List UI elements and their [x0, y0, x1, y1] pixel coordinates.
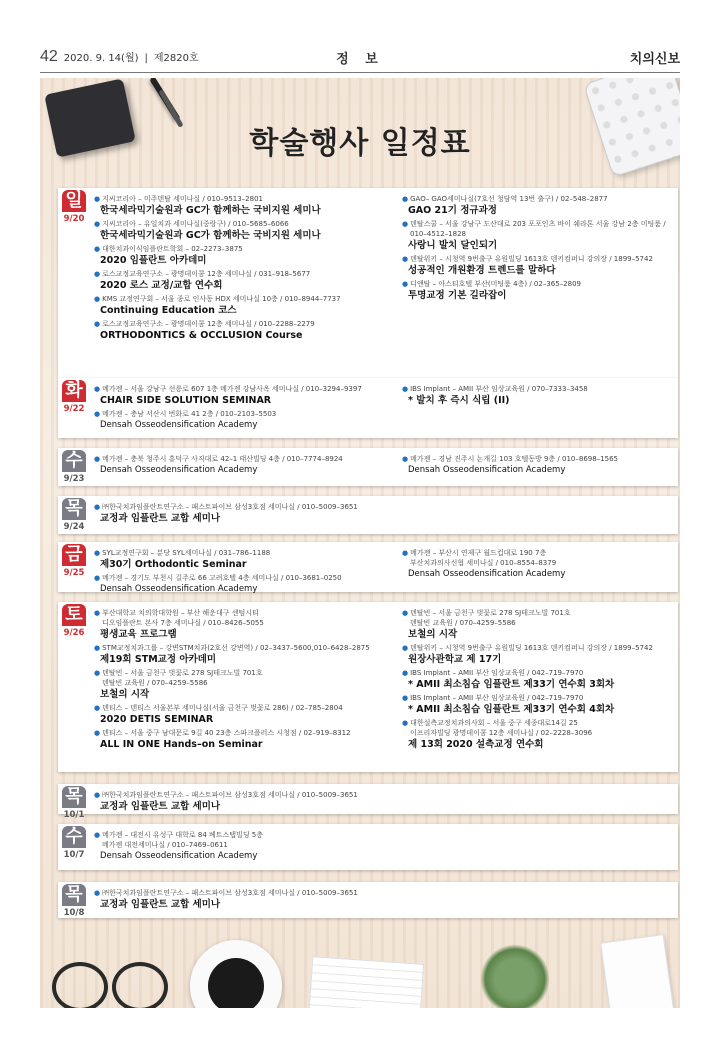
- event-title: * AMII 최소침습 임플란트 제33기 연수회 4회차: [408, 704, 615, 715]
- event-title: 교정과 임플란트 교합 세미나: [100, 801, 221, 812]
- event-item: [402, 279, 652, 302]
- event-title: Densah Osseodensification Academy: [100, 420, 258, 430]
- day-label: [58, 378, 90, 438]
- day-label: [58, 188, 90, 378]
- event-title: Densah Osseodensification Academy: [100, 465, 258, 475]
- bullet-icon: ●: [402, 385, 409, 393]
- event-item: [94, 219, 384, 242]
- bullet-icon: ●: [94, 729, 101, 737]
- bullet-icon: ●: [402, 609, 409, 617]
- event-title: * 발치 후 즉시 식립 (II): [408, 395, 510, 406]
- event-organizer-line: [402, 219, 666, 229]
- glasses-lens: [112, 962, 168, 1008]
- event-organizer: 메가젠 – 충북 청주시 흥덕구 사직대로 42–1 태산빌딩 4층 / 010–7774–8924: [102, 455, 343, 463]
- event-organizer-line: [94, 384, 384, 394]
- date: 9/22: [63, 404, 85, 414]
- event-title: 2020 DETIS SEMINAR: [100, 714, 214, 725]
- bullet-icon: ●: [94, 385, 101, 393]
- weekday: 목: [62, 786, 86, 808]
- event-column: [94, 830, 384, 865]
- date: 9/20: [63, 214, 85, 224]
- event-title: Densah Osseodensification Academy: [100, 851, 258, 861]
- bullet-icon: ●: [402, 220, 409, 228]
- event-organizer-line: [94, 502, 384, 512]
- day-label: [58, 496, 90, 534]
- event-organizer: 대한설측교정치과의사회 – 서울 중구 세종대로14길 25: [410, 719, 578, 727]
- event-title: Densah Osseodensification Academy: [408, 569, 566, 579]
- event-item: [94, 502, 384, 525]
- day-label: [58, 448, 90, 486]
- event-item: [94, 668, 384, 701]
- event-item: [94, 269, 384, 292]
- event-organizer-line: [402, 279, 652, 289]
- event-organizer-line: [402, 608, 652, 618]
- event-organizer-line: [94, 269, 384, 279]
- header-rule: [40, 72, 680, 73]
- event-column: [94, 608, 384, 753]
- event-organizer-line: [94, 668, 384, 678]
- event-organizer-line: [402, 693, 652, 703]
- bullet-icon: ●: [94, 295, 101, 303]
- weekday: 화: [62, 380, 86, 402]
- day-card: [58, 188, 678, 378]
- date: 9/23: [63, 474, 85, 484]
- event-organizer-line: [402, 558, 652, 568]
- event-organizer: 덴티스 – 덴티스 서울본부 세미나실(서울 금천구 벚꽃로 286) / 02–785–2804: [102, 704, 343, 712]
- event-organizer: 지씨코리아 – 미주덴탈 세미나실 / 010–9513–2801: [102, 195, 263, 203]
- event-item: [94, 728, 384, 751]
- event-organizer: ㈜한국치과임플란트연구소 – 패스트파이브 삼성3호점 세미나실 / 010–5009–3651: [102, 791, 358, 799]
- event-organizer-line: [94, 643, 384, 653]
- bullet-icon: ●: [94, 644, 101, 652]
- bullet-icon: ●: [94, 195, 101, 203]
- event-item: [402, 718, 652, 751]
- section-name: 정 보: [336, 51, 384, 67]
- event-column: [94, 194, 384, 344]
- event-column: [402, 548, 652, 583]
- event-organizer-line: [94, 294, 384, 304]
- event-item: [402, 219, 666, 252]
- event-organizer-line: [402, 618, 652, 628]
- event-title: 제 13회 2020 설측교정 연수회: [408, 739, 544, 750]
- event-title: 한국세라믹기술원과 GC가 함께하는 국비지원 세미나: [100, 230, 321, 241]
- event-organizer-line: [94, 194, 384, 204]
- event-item: [402, 608, 652, 641]
- bullet-icon: ●: [402, 694, 409, 702]
- event-title: Densah Osseodensification Academy: [408, 465, 566, 475]
- event-organizer: ㈜한국치과임플란트연구소 – 패스트파이브 삼성3호점 세미나실 / 010–5009–3651: [102, 503, 358, 511]
- event-organizer: 메가젠 – 충남 서산시 번화로 41 2층 / 010–2103–5503: [102, 410, 277, 418]
- bullet-icon: ●: [94, 704, 101, 712]
- event-item: [402, 693, 652, 716]
- event-organizer: 대한치과이식임플란트학회 – 02–2273–3875: [102, 245, 243, 253]
- event-organizer: 덴탈위키 – 시청역 9번출구 유원빌딩 1613호 덴키컴퍼니 강의장 / 1899–5742: [410, 644, 653, 652]
- event-organizer: 덴탈빈 – 서울 금천구 벚꽃로 278 SJ테크노빌 701호: [410, 609, 571, 617]
- event-item: [402, 668, 652, 691]
- event-organizer: 지씨코리아 – 유일치과 세미나실(중랑구) / 010–5685–6066: [102, 220, 289, 228]
- event-title: * AMII 최소침습 임플란트 제33기 연수회 3회차: [408, 679, 615, 690]
- event-title: 제30기 Orthodontic Seminar: [100, 559, 247, 570]
- event-organizer-line: [94, 319, 384, 329]
- event-title: Densah Osseodensification Academy: [100, 584, 258, 594]
- bullet-icon: ●: [94, 455, 101, 463]
- event-organizer: IBS Implant – AMII 부산 임상교육원 / 042–719–7970: [410, 694, 584, 702]
- bullet-icon: ●: [94, 503, 101, 511]
- glasses-lens: [52, 962, 108, 1008]
- event-organizer: KMS 교정연구회 – 서울 종로 인사동 HDX 세미나실 10층 / 010–8944–7737: [102, 295, 341, 303]
- event-organizer: STM교정치과그룹 – 강변STM치과(2호선 강변역) / 02–3437–5600,010–6428–2875: [102, 644, 370, 652]
- event-organizer-line: [94, 790, 384, 800]
- bullet-icon: ●: [402, 280, 409, 288]
- glasses-photo: [48, 956, 168, 1008]
- issue-number: 제2820호: [153, 53, 199, 64]
- date: 10/8: [63, 908, 85, 918]
- event-item: [94, 790, 384, 813]
- event-title: 한국세라믹기술원과 GC가 함께하는 국비지원 세미나: [100, 205, 321, 216]
- event-item: [94, 830, 384, 863]
- event-column: [94, 454, 384, 479]
- event-organizer: 로스교정교육연구소 – 광명데이콤 12층 세미나실 / 031–918–5677: [102, 270, 311, 278]
- page-number: 42: [40, 48, 58, 65]
- day-label: [58, 602, 90, 772]
- event-organizer: SYL교정연구회 – 분당 SYL세미나실 / 031–786–1188: [102, 549, 271, 557]
- event-title: CHAIR SIDE SOLUTION SEMINAR: [100, 395, 272, 406]
- event-organizer-line: [94, 840, 384, 850]
- day-label: [58, 882, 90, 918]
- event-organizer: 이프리자빌딩 광명데이콤 12층 세미나실 / 02–2228–3096: [410, 729, 593, 737]
- event-organizer-line: [94, 678, 384, 688]
- bullet-icon: ●: [94, 270, 101, 278]
- coffee-cup-photo: [190, 940, 282, 1008]
- event-organizer: 디앤탈 – 아스티호텔 부산(미팅룸 4층) / 02–365–2809: [410, 280, 581, 288]
- event-organizer: 부산대학교 치의학대학원 – 부산 해운대구 센텀시티: [102, 609, 259, 617]
- event-organizer-line: [402, 454, 652, 464]
- event-title: 원장사관학교 제 17기: [408, 654, 502, 665]
- event-item: [94, 608, 384, 641]
- bullet-icon: ●: [94, 245, 101, 253]
- weekday: 토: [62, 604, 86, 626]
- event-organizer: 메가젠 – 경남 진주시 논개길 103 호텔동방 9층 / 010–8698–1565: [410, 455, 618, 463]
- separator: |: [144, 53, 148, 64]
- event-column: [94, 502, 384, 527]
- event-column: [94, 384, 384, 434]
- event-column: [402, 454, 652, 479]
- day-card: [58, 378, 678, 438]
- event-organizer: 메가젠 대전세미나실 / 010–7469–0611: [102, 841, 228, 849]
- event-item: [94, 294, 384, 317]
- event-organizer-line: [94, 888, 384, 898]
- event-organizer: IBS Implant – AMII 부산 임상교육원 / 070–7333–3458: [410, 385, 588, 393]
- bullet-icon: ●: [94, 410, 101, 418]
- event-organizer: 덴탈스쿨 – 서울 강남구 도산대로 203 포포인츠 바이 쉐라톤 서울 강남 2층 미팅룸 /: [410, 220, 666, 228]
- event-organizer-line: [94, 703, 384, 713]
- event-item: [94, 548, 384, 571]
- day-card: [58, 824, 678, 870]
- event-column: [94, 888, 384, 913]
- notepad-photo: [308, 956, 424, 1008]
- event-title: 보철의 시작: [100, 689, 150, 700]
- event-organizer-line: [94, 728, 384, 738]
- masthead: [40, 44, 680, 70]
- event-organizer-line: [402, 728, 652, 738]
- event-organizer-line: [94, 548, 384, 558]
- event-organizer-line: [94, 454, 384, 464]
- event-organizer-line: [94, 830, 384, 840]
- bullet-icon: ●: [94, 791, 101, 799]
- event-organizer-line: [402, 384, 652, 394]
- event-organizer: 메가젠 – 서울 강남구 선릉로 607 1층 메가젠 강남사옥 세미나실 / 010–3294–9397: [102, 385, 362, 393]
- event-item: [94, 244, 384, 267]
- date: 10/7: [63, 850, 85, 860]
- event-item: [402, 254, 652, 277]
- date: 9/26: [63, 628, 85, 638]
- event-organizer: 메가젠 – 경기도 부천시 길주로 66 고려호텔 4층 세미나실 / 010–3681–0250: [102, 574, 342, 582]
- event-item: [94, 703, 384, 726]
- event-item: [402, 384, 652, 407]
- event-item: [402, 454, 652, 477]
- event-organizer-line: [402, 718, 652, 728]
- day-label: [58, 824, 90, 870]
- date: 9/24: [63, 522, 85, 532]
- bullet-icon: ●: [402, 719, 409, 727]
- event-item: [402, 643, 652, 666]
- bullet-icon: ●: [402, 644, 409, 652]
- event-item: [94, 454, 384, 477]
- event-column: [402, 194, 666, 304]
- event-organizer-line: [402, 229, 652, 239]
- event-title: 2020 임플란트 아카데미: [100, 255, 207, 266]
- event-item: [402, 194, 652, 217]
- event-title: 보철의 시작: [408, 629, 458, 640]
- day-card: [58, 448, 678, 486]
- date: 10/1: [63, 810, 85, 820]
- day-card: [58, 784, 678, 820]
- event-organizer-line: [94, 219, 384, 229]
- event-organizer: ㈜한국치과임플란트연구소 – 패스트파이브 삼성3호점 세미나실 / 010–5009–3651: [102, 889, 358, 897]
- page-title: 학술행사 일정표: [249, 126, 471, 161]
- event-organizer: 덴티스 – 서울 중구 남대문로 9길 40 23층 스파크플러스 시청점 / 02–919–8312: [102, 729, 351, 737]
- day-label: [58, 784, 90, 820]
- event-title: 사랑니 발치 달인되기: [408, 240, 498, 251]
- event-title: 평생교육 프로그램: [100, 629, 177, 640]
- schedule-board: [40, 78, 680, 1008]
- event-title: 교정과 임플란트 교합 세미나: [100, 899, 221, 910]
- date: 9/25: [63, 568, 85, 578]
- day-card: [58, 602, 678, 772]
- day-card: [58, 496, 678, 534]
- bullet-icon: ●: [402, 549, 409, 557]
- event-title: 2020 로스 교정/교합 연수회: [100, 280, 223, 291]
- event-title: 제19회 STM교정 아카데미: [100, 654, 217, 665]
- event-organizer-line: [402, 643, 652, 653]
- bullet-icon: ●: [94, 669, 101, 677]
- event-organizer: 디오임플란트 본사 7층 세미나실 / 010–8426–5055: [102, 619, 264, 627]
- event-organizer: IBS Implant – AMII 부산 임상교육원 / 042–719–7970: [410, 669, 584, 677]
- event-item: [94, 384, 384, 407]
- event-organizer: 부산치과의사신협 세미나실 / 010–8554–8379: [410, 559, 557, 567]
- event-organizer: 010–4512–1828: [410, 230, 466, 238]
- event-title: GAO 21기 정규과정: [408, 205, 497, 216]
- event-item: [94, 888, 384, 911]
- event-title: ORTHODONTICS & OCCLUSION Course: [100, 330, 303, 341]
- weekday: 일: [62, 190, 86, 212]
- event-organizer-line: [402, 194, 652, 204]
- event-organizer: 덴탈위키 – 시청역 9번출구 유원빌딩 1613호 덴키컴퍼니 강의장 / 1899–5742: [410, 255, 653, 263]
- event-organizer-line: [402, 548, 652, 558]
- bullet-icon: ●: [94, 889, 101, 897]
- event-title: 교정과 임플란트 교합 세미나: [100, 513, 221, 524]
- plant-photo: [480, 944, 550, 1008]
- day-card: [58, 542, 678, 592]
- event-organizer: 덴탈빈 – 서울 금천구 벚꽃로 278 SJ테크노빌 701호: [102, 669, 263, 677]
- bullet-icon: ●: [94, 574, 101, 582]
- event-organizer-line: [94, 608, 384, 618]
- weekday: 목: [62, 884, 86, 906]
- memo-pad-photo: [600, 934, 676, 1008]
- event-organizer: 덴탈빈 교육원 / 070–4259–5586: [410, 619, 516, 627]
- event-organizer-line: [402, 254, 652, 264]
- event-item: [94, 643, 384, 666]
- weekday: 수: [62, 826, 86, 848]
- day-card: [58, 882, 678, 918]
- bullet-icon: ●: [94, 609, 101, 617]
- weekday: 금: [62, 544, 86, 566]
- newspaper-name: 치의신보: [629, 51, 680, 67]
- bullet-icon: ●: [94, 220, 101, 228]
- event-item: [94, 319, 384, 342]
- bullet-icon: ●: [94, 320, 101, 328]
- event-organizer-line: [402, 668, 652, 678]
- event-title: ALL IN ONE Hands–on Seminar: [100, 739, 263, 750]
- event-column: [94, 548, 384, 598]
- event-organizer-line: [94, 409, 384, 419]
- bullet-icon: ●: [94, 549, 101, 557]
- event-item: [94, 194, 384, 217]
- event-title: Continuing Education 코스: [100, 305, 237, 316]
- bullet-icon: ●: [402, 669, 409, 677]
- event-title: 투명교정 기본 길라잡이: [408, 290, 507, 301]
- bullet-icon: ●: [402, 455, 409, 463]
- weekday: 목: [62, 498, 86, 520]
- issue-date: 2020. 9. 14(월): [63, 53, 139, 64]
- event-organizer: GAO– GAO세미나실(7호선 청담역 13번 출구) / 02–548–2877: [410, 195, 608, 203]
- event-column: [402, 384, 652, 409]
- bullet-icon: ●: [402, 195, 409, 203]
- event-item: [402, 548, 652, 581]
- event-column: [402, 608, 652, 753]
- day-label: [58, 542, 90, 592]
- event-item: [94, 409, 384, 432]
- bullet-icon: ●: [94, 831, 101, 839]
- event-organizer-line: [94, 618, 384, 628]
- event-column: [94, 790, 384, 815]
- event-organizer-line: [94, 244, 384, 254]
- event-organizer: 메가젠 – 부산시 연제구 월드컵대로 190 7층: [410, 549, 547, 557]
- weekday: 수: [62, 450, 86, 472]
- event-item: [94, 573, 384, 596]
- event-organizer: 메가젠 – 대전시 유성구 대학로 84 베트스탭빌딩 5층: [102, 831, 264, 839]
- event-organizer-line: [94, 573, 384, 583]
- event-title: 성공적인 개원환경 트렌드를 말하다: [408, 265, 556, 276]
- event-organizer: 로스교정교육연구소 – 광명데이콤 12층 세미나실 / 010–2288–2279: [102, 320, 315, 328]
- bullet-icon: ●: [402, 255, 409, 263]
- event-organizer: 덴탈빈 교육원 / 070–4259–5586: [102, 679, 208, 687]
